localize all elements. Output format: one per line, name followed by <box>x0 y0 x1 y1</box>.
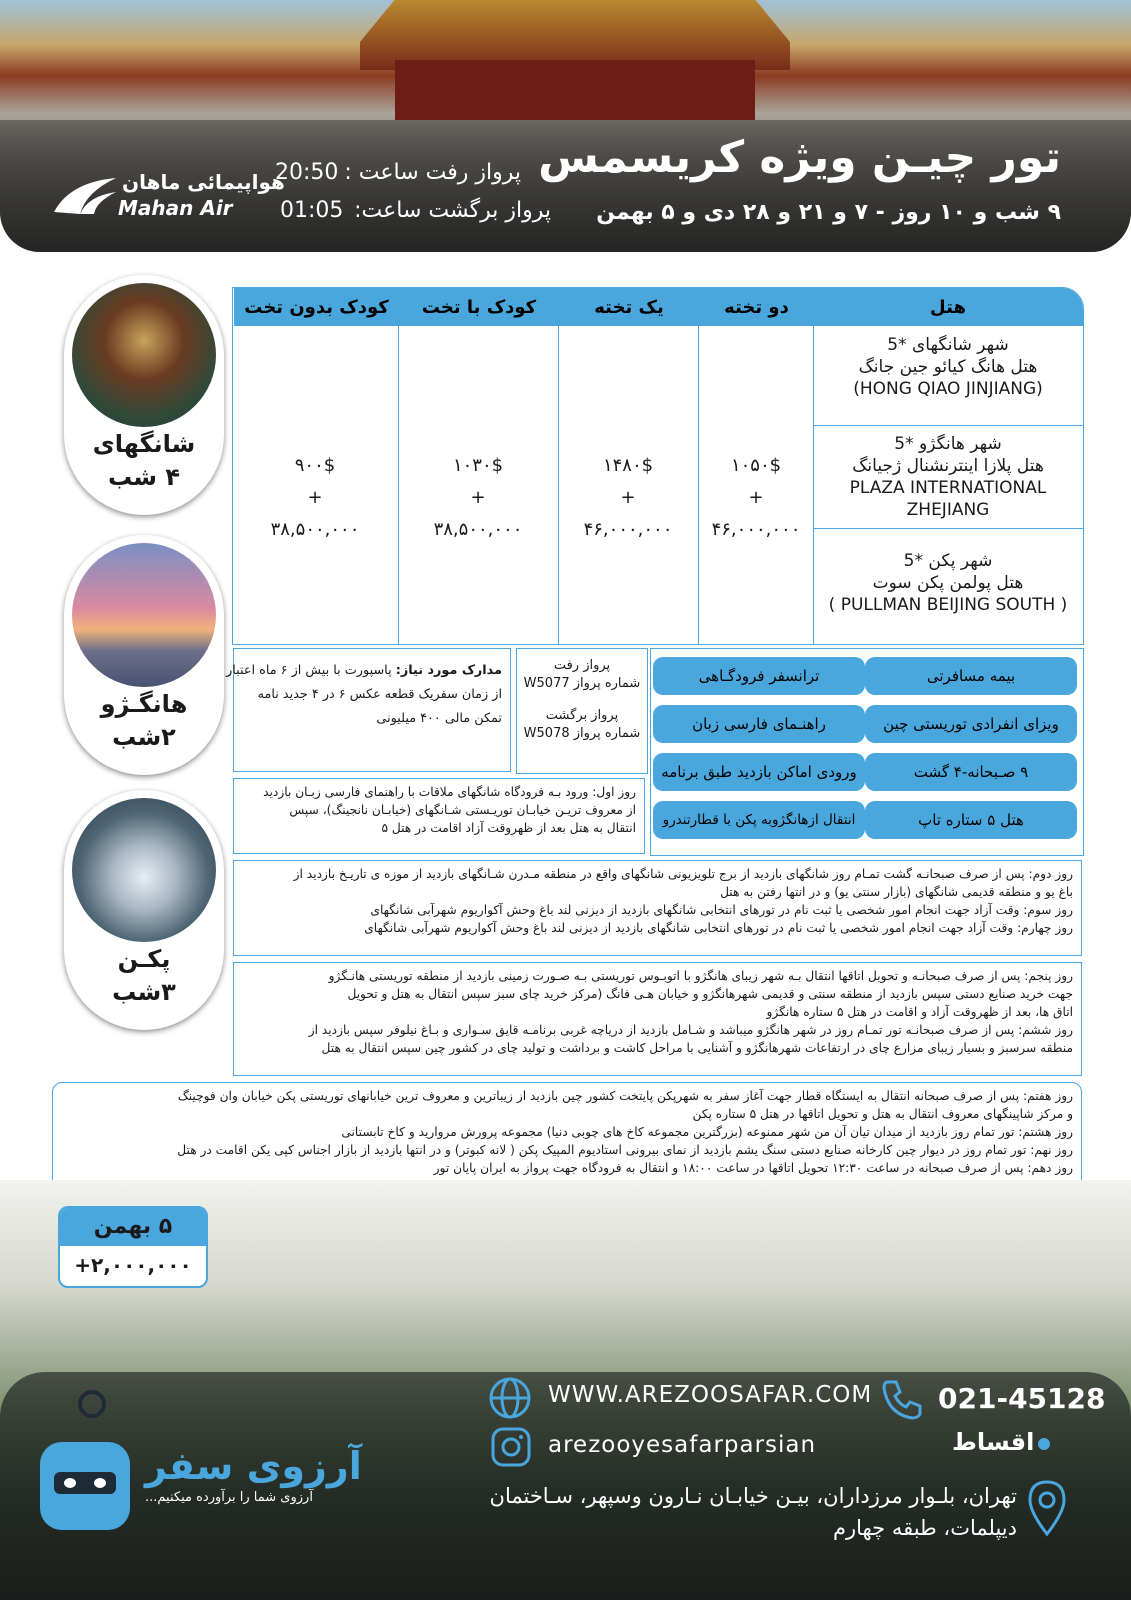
itinerary-line: روز ششم: پس از صرف صبحانـه تور تمـام روز در شهر هانگژو میباشد و شـامل بازدید از دریاچه غربی برنامـه قایق سـواری و بـاغ نیلوفر سپس بازدید از <box>308 1023 1073 1037</box>
divider <box>813 528 1083 529</box>
itinerary-line: روز هشتم: تور تمام روز بازدید از میدان تیان آن من شهر ممنوعه (بزرگترین مجموعه کاخ های چوبی دنیا) مجموعه پرورش مروارید و کاخ تابستانی <box>341 1125 1073 1139</box>
city-nights: ۲شب <box>112 723 176 751</box>
header-single: یک تخته <box>558 288 699 326</box>
header-child-bed: کودک با تخت <box>398 288 559 326</box>
footer <box>0 1372 1131 1600</box>
airline-name-en: Mahan Air <box>118 196 233 220</box>
mascot-robot-icon <box>40 1442 130 1530</box>
flights-box <box>516 648 648 774</box>
price-usd: ۱۰۳۰$ <box>452 455 504 476</box>
itinerary-line: روز دوم: پس از صرف صبحانـه گشت تمـام روز شانگهای بازدید از برج تلویزیونی شانگهای واقع در منطقه مـدرن شـانگهای بازدید از موزه ی تاریـخ بازدید از <box>293 867 1073 881</box>
service-item: هتل ۵ ستاره تاپ <box>865 801 1077 839</box>
hotel-name-en: (HONG QIAO JINJIANG) <box>853 379 1043 399</box>
hangzhou-image <box>72 543 216 687</box>
extra-date: ۵ بهمن <box>60 1208 206 1246</box>
extra-price: +۲,۰۰۰,۰۰۰ <box>74 1253 192 1277</box>
hotel-name-en: ( PULLMAN BEIJING SOUTH ) <box>828 595 1068 615</box>
service-item: ویزای انفرادی توریستی چین <box>865 705 1077 743</box>
itinerary-line: روز اول: ورود بـه فرودگاه شانگهای ملاقات با راهنمای فارسی زبـان بازدید <box>263 785 636 799</box>
hotel-row <box>813 334 1083 400</box>
price-plus: + <box>620 487 636 508</box>
price-usd: ۱۴۸۰$ <box>602 455 654 476</box>
price-single <box>558 450 698 546</box>
itinerary-line: روز پنجم: پس از صرف صبحانـه و تحویل اتاقها انتقال بـه شهر زیبای هانگژو با اتوبـوس توریستی بـه صـورت زمینی بازدید از منطقه توریستی هانـگژو <box>328 969 1073 983</box>
price-plus: + <box>470 487 486 508</box>
city-name: شانگهای <box>92 430 196 458</box>
services-box <box>650 648 1084 856</box>
location-pin-icon <box>1024 1478 1070 1538</box>
website-link[interactable]: WWW.AREZOOSAFAR.COM <box>548 1382 873 1408</box>
documents-line: از زمان سفریک قطعه عکس ۶ در ۴ جدید نامه <box>257 687 502 702</box>
itinerary-line: و مرکز شاپینگهای معروف انتقال به هتل و تحویل اتاقها در هتل ۵ ستاره پکن <box>692 1107 1073 1121</box>
service-item: انتقال ازهانگژوبه پکن با قطارتندرو <box>653 801 865 839</box>
airline-name-fa: هواپیمائی ماهان <box>122 170 285 194</box>
city-card-hangzhou <box>64 535 224 775</box>
hotel-name: هتل پلازا اینترنشنال ژجیانگ <box>852 456 1044 476</box>
itinerary-line: جهت خرید صنایع دستی سپس بازدید از منطقه سنتی و قدیمی شهرهانگژو و خیابان هـی فانگ (مرکز خرید چای سبز سپس انتقال به هتل و تحویل <box>347 987 1073 1001</box>
itinerary-day1 <box>233 778 645 854</box>
price-toman: ۳۸,۵۰۰,۰۰۰ <box>433 519 523 540</box>
service-item: راهنـمای فارسی زبان <box>653 705 865 743</box>
divider <box>398 326 399 644</box>
price-table <box>232 287 1084 645</box>
price-toman: ۴۶,۰۰۰,۰۰۰ <box>711 519 801 540</box>
service-item: ترانسفر فرودگـاهی <box>653 657 865 695</box>
hotel-name-en: PLAZA INTERNATIONAL ZHEJIANG <box>849 478 1047 520</box>
city-name: هانگـژو <box>100 690 188 718</box>
outbound-flight-time: 20:50 <box>275 160 339 185</box>
price-toman: ۴۶,۰۰۰,۰۰۰ <box>583 519 673 540</box>
service-item: ورودی اماکن بازدید طبق برنامه <box>653 753 865 791</box>
header-double: دو تخته <box>698 288 814 326</box>
itinerary-days-7-10 <box>52 1082 1082 1196</box>
return-flight-time: 01:05 <box>280 198 344 223</box>
city-nights: ۳شب <box>112 978 176 1006</box>
brand-logo: آرزوی سفر <box>145 1444 362 1488</box>
bullet-icon <box>1038 1438 1050 1450</box>
header-child-nobed: کودک بدون تخت <box>233 288 399 326</box>
documents-line: پاسپورت با بیش از ۶ ماه اعتبار <box>226 663 392 678</box>
outbound-label: پرواز رفت <box>553 658 611 673</box>
itinerary-line: باغ یو و منطقه قدیمی شانگهای (بازار سنتی یو) و در انتها رفتن به هتل <box>720 885 1073 899</box>
mahan-air-logo-icon <box>50 172 120 220</box>
tour-subtitle: ۹ شب و ۱۰ روز - ۷ و ۲۱ و ۲۸ دی و ۵ بهمن <box>596 200 1061 225</box>
phone-icon <box>878 1376 924 1422</box>
outbound-flight-label: پرواز رفت ساعت : <box>344 160 521 185</box>
return-flight-label: پرواز برگشت ساعت: <box>354 198 551 223</box>
city-name: پکـن <box>117 945 171 973</box>
price-child-nobed <box>245 450 385 546</box>
hotel-row <box>813 550 1083 616</box>
hotel-city: شهر پکن *5 <box>903 551 993 571</box>
city-card-beijing <box>64 790 224 1030</box>
city-card-shanghai <box>64 275 224 515</box>
itinerary-line: از معروف تریـن خیابـان توریـستی شـانگهای (خیابـان نانجینگ)، سپس <box>289 803 636 817</box>
itinerary-line: روز هفتم: پس از صرف صبحانه انتقال به ایستگاه قطار جهت آغاز سفر به شهرپکن پایتخت کشور چین بازدید از زیباترین و معروف ترین خیابانهای توریستی پکن خیابان وان فوچینگ <box>177 1089 1073 1103</box>
price-child-bed <box>408 450 548 546</box>
hotel-row <box>813 433 1083 521</box>
service-item: بیمه مسافرتی <box>865 657 1077 695</box>
header-hotel: هتل <box>813 288 1083 326</box>
hotel-city: شهر شانگهای *5 <box>887 335 1009 355</box>
documents-box <box>226 648 511 772</box>
documents-title: مدارک مورد نیاز: <box>395 663 502 678</box>
instagram-handle[interactable]: arezooyesafarparsian <box>548 1432 817 1458</box>
address-line: تهران، بلـوار مرزداران، بیـن خیابـان نـارون وسپهر، سـاختمان <box>489 1484 1017 1508</box>
outbound-flight-no: شماره پرواز W5077 <box>523 676 641 691</box>
itinerary-line: انتقال به هتل بعد از ظهروقت آزاد اقامت در هتل ۵ <box>381 821 636 835</box>
itinerary-line: منطقه سرسبز و بسیار زیبای مزارع چای در ارتفاعات شهرهانگژو و آشنایی با مراحل کاشت و برداشت و تولید چای در کشور چین سپس انتقال به هتل <box>321 1041 1073 1055</box>
palace-hall-image <box>395 60 755 120</box>
header-banner <box>0 0 1131 252</box>
instagram-icon <box>490 1426 532 1468</box>
itinerary-days-2-4 <box>233 860 1082 956</box>
itinerary-line: روز سوم: وقت آزاد جهت انجام امور شخصی یا ثبت نام در تورهای انتخابی شانگهای بازدید از دیزنی لند باغ وحش آکواریوم شهرآبی شانگهای <box>370 903 1073 917</box>
shanghai-image <box>72 283 216 427</box>
itinerary-line: روز دهم: پس از صرف صبحانه در ساعت ۱۲:۳۰ تحویل اتاقها در ساعت ۱۸:۰۰ و انتقال به فرودگاه جهت پرواز به ایران پایان تور <box>433 1161 1073 1175</box>
divider <box>813 425 1083 426</box>
service-item: ۹ صـبحانه-۴ گشت <box>865 753 1077 791</box>
documents-line: تمکن مالی ۴۰۰ میلیونی <box>376 711 502 726</box>
city-nights: ۴ شب <box>107 463 181 491</box>
price-plus: + <box>748 487 764 508</box>
price-usd: ۹۰۰$ <box>294 455 336 476</box>
extra-date-box <box>58 1206 208 1288</box>
tour-title: تور چیـن ویژه کریسمس <box>538 132 1061 183</box>
brand-slogan: آرزوی شما را برآورده میکنیم... <box>145 1490 313 1505</box>
price-usd: ۱۰۵۰$ <box>730 455 782 476</box>
installment-label: اقساط <box>952 1428 1035 1456</box>
price-plus: + <box>307 487 323 508</box>
address-line: دیپلمات، طبقه چهارم <box>832 1516 1017 1540</box>
itinerary-line: روز چهارم: وقت آزاد جهت انجام امور شخصی یا ثبت نام در تورهای انتخابی شانگهای بازدید از دیزنی لند باغ وحش آکواریوم شهرآبی شانگهای <box>364 921 1073 935</box>
globe-icon <box>488 1376 532 1420</box>
itinerary-days-5-6 <box>233 962 1082 1076</box>
itinerary-line: اتاق ها، بعد از ظهروقت آزاد و اقامت در هتل ۵ ستاره هانگژو <box>766 1005 1073 1019</box>
hotel-name: هتل پولمن پکن سوت <box>872 573 1024 593</box>
hotel-city: شهر هانگژو *5 <box>894 434 1002 454</box>
itinerary-line: روز نهم: تور تمام روز در دیوار چین کارخانه صنایع دستی سنگ یشم بازدید از نمای بیرونی استادیوم المپیک پکن ( لانه کبوتر) و در انتها بازدید از بازار اجناس کپی یکن اقامت در هتل <box>177 1143 1073 1157</box>
price-double <box>686 450 826 546</box>
return-flight-no: شماره پرواز W5078 <box>523 726 641 741</box>
price-toman: ۳۸,۵۰۰,۰۰۰ <box>270 519 360 540</box>
beijing-image <box>72 798 216 942</box>
return-label: پرواز برگشت <box>545 708 619 723</box>
phone-number[interactable]: 021-45128 <box>938 1382 1106 1415</box>
mascot-antenna <box>78 1390 106 1418</box>
hotel-name: هتل هانگ کیائو جین جانگ <box>858 357 1038 377</box>
